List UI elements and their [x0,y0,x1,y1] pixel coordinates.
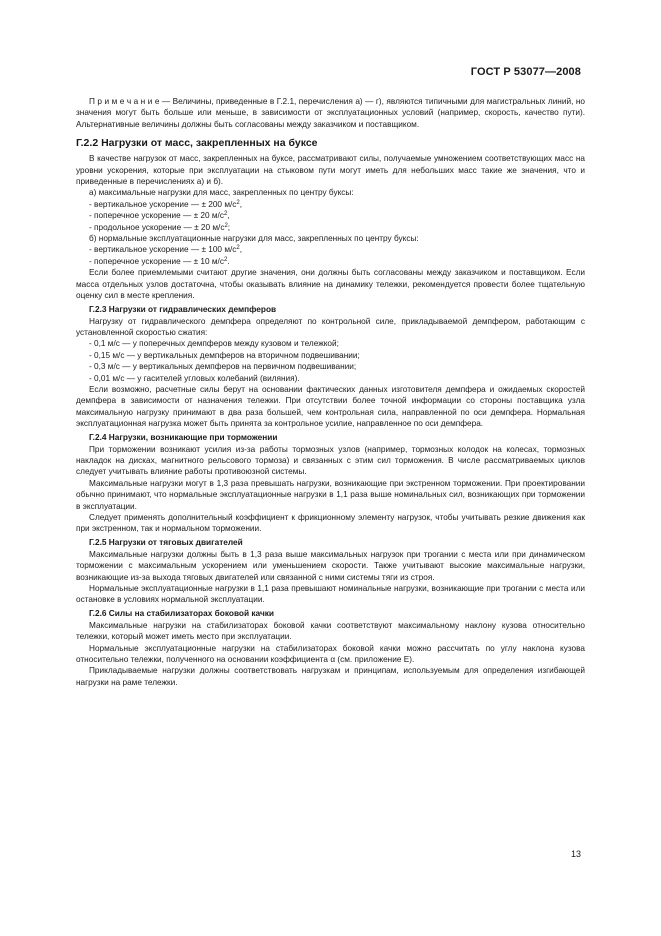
note-paragraph [76,96,585,130]
item-text: - продольное ускорение — ± 20 м/с [89,222,225,232]
section-g23-list-item: - 0,3 м/с — у вертикальных демпферов на первичном подвешивании; [89,362,357,372]
section-g23-outro: Если возможно, расчетные силы берут на основании фактических данных изготовителя демпфера и ожидаемых скоростей демпфера в зависимости от назначения тележки. При отсутствии более точной информации со стороны поставщика узла максимальную нагрузку принимают в два раза большей, чем контрольная сила, направленной по оси демпфера. Нормальная эксплуатационная нагрузка может быть принята за контрольное усилие, направленное по оси демпфера. [76,384,585,429]
section-g22-list-a-item [76,222,585,233]
section-g22-intro: В качестве нагрузок от масс, закрепленных на буксе, рассматривают силы, получаемые умножением соответствующих масс на уровни ускорения, которые при эксплуатации на стыковом пути могут иметь для небольших масс такие же значения, что и приведенные в перечислениях а) и б). [76,154,585,187]
punct: , [227,211,230,221]
note-label: П р и м е ч а н и е [89,97,160,106]
section-g25-title: Г.2.5 Нагрузки от тяговых двигателей [89,536,243,547]
superscript: 2 [223,211,228,218]
section-g24-paragraph: При торможении возникают усилия из-за работы тормозных узлов (например, тормозных колодок на колесах, тормозных накладок на дисках, магнитного рельсового тормоза) и связанных с этим сил торможения. В числе рассматриваемых циклов следует учитывать влияние работы противоюзной системы. [76,444,585,477]
punct: . [227,256,230,266]
section-g22-list-b-item [76,256,585,267]
page-number: 13 [570,849,581,859]
section-g25-paragraph: Максимальные нагрузки должны быть в 1,3 раза выше максимальных нагрузок при трогании с места или при динамическом торможении с максимальным ускорением или уменьшением скорости. Также учитывают высокие максимальные нагрузки, возникающие из-за выхода тяговых двигателей или связанной с ними системы тяги из строя. [76,549,585,582]
item-text: - поперечное ускорение — ± 20 м/с [89,211,224,221]
section-g22-list-a-title: а) максимальные нагрузки для масс, закрепленных по центру буксы: [89,188,354,198]
section-g24-title: Г.2.4 Нагрузки, возникающие при торможении [89,431,278,442]
section-g22-list-a-item [76,199,585,210]
punct: , [239,245,243,255]
punct: , [239,199,243,209]
section-g24-paragraph: Следует применять дополнительный коэффициент к фрикционному элементу нагрузок, чтобы учитывать резкие движения как при экстренном, так и нормальном торможении. [76,513,585,534]
item-text: - вертикальное ускорение — ± 100 м/с [89,245,237,255]
page-body [76,96,585,688]
section-g23-title: Г.2.3 Нагрузки от гидравлических демпферов [89,303,277,314]
section-g26-paragraph: Прикладываемые нагрузки должны соответствовать нагрузкам и принципам, используемым для определения изгибающей нагрузки на раме тележки. [76,666,585,687]
section-g22-outro: Если более приемлемыми считают другие значения, они должны быть согласованы между заказчиком и поставщиком. Если масса отдельных узлов достаточна, чтобы оказывать влияние на динамику тележки, рекомендуется провести более тщательную оценку сил в месте крепления. [76,268,585,301]
section-g22-list-a-item [76,210,585,221]
section-g22-title: Г.2.2 Нагрузки от масс, закрепленных на буксе [76,137,318,150]
superscript: 2 [236,245,240,252]
item-text: - вертикальное ускорение — ± 200 м/с [89,199,237,209]
section-g24-paragraph: Максимальные нагрузки могут в 1,3 раза превышать нагрузки, возникающие при экстренном торможении. При проектировании обычно принимают, что нормальные эксплуатационные нагрузки в 1,1 раза выше номинальных сил, возникающих при торможении в эксплуатации. [76,478,585,511]
section-g26-paragraph: Нормальные эксплуатационные нагрузки на стабилизаторах боковой качки можно рассчитать по углу наклона кузова относительно тележки, полученного на основании коэффициента α (см. приложение Е). [76,643,585,665]
section-g23-intro: Нагрузку от гидравлического демпфера определяют по контрольной силе, прикладываемой демпфером, работающим с установленной скоростью сжатия: [76,316,585,337]
superscript: 2 [236,199,240,206]
document-code-header: ГОСТ Р 53077—2008 [470,66,581,78]
section-g22-list-b-item [76,244,585,255]
punct: ; [227,222,231,232]
section-g26-paragraph: Максимальные нагрузки на стабилизаторах боковой качки соответствуют максимальному наклону кузова относительно тележки, который может иметь место при эксплуатации. [76,620,585,642]
superscript: 2 [223,256,228,263]
section-g23-list-item: - 0,1 м/с — у поперечных демпферов между кузовом и тележкой; [89,339,339,349]
section-g25-paragraph: Нормальные эксплуатационные нагрузки в 1,1 раза превышают номинальные нагрузки, возникающие при трогании с места или остановке в условиях нормальной эксплуатации. [76,584,585,605]
section-g23-list-item: - 0,15 м/с — у вертикальных демпферов на вторичном подвешивании; [89,350,360,360]
note-text: — Величины, приведенные в Г.2.1, перечисления а) — г), являются типичными для магистральных линий, но значения могут быть больше или меньше, в зависимости от эксплуатационных условий (например, скорость, качество пути). Альтернативные величины должны быть согласованы между заказчиком и поставщиком. [76,97,586,129]
section-g26-title: Г.2.6 Силы на стабилизаторах боковой качки [89,607,275,618]
section-g22-list-b-title: б) нормальные эксплуатационные нагрузки для масс, закрепленных по центру буксы: [89,234,419,244]
superscript: 2 [224,222,228,229]
section-g23-list-item: - 0,01 м/с — у гасителей угловых колебаний (виляния). [89,373,300,383]
item-text: - поперечное ускорение — ± 10 м/с [89,256,224,266]
